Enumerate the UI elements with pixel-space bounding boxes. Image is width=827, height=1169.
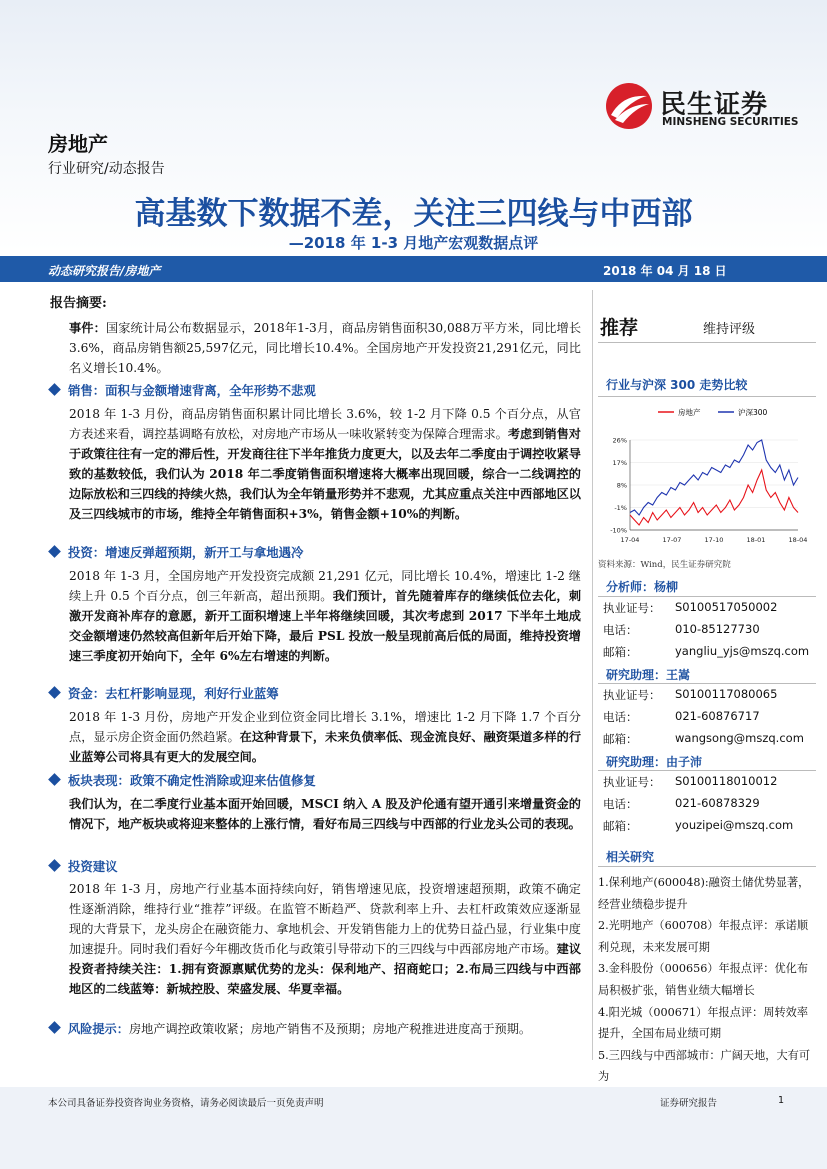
section-sector-body <box>69 794 581 834</box>
diamond-bullet-icon <box>48 859 61 872</box>
rating-status: 维持评级 <box>703 322 756 337</box>
report-date: 2018 年 04 月 18 日 <box>603 264 727 278</box>
page-number: 1 <box>778 1095 785 1106</box>
investment-text: 2018 年 1-3 月，全国房地产开发投资完成额 21,291 亿元，同比增长 10.4%，增速比 1-2 继续上升 0.5 个百分点，创三年新高，超出预期。 <box>69 569 581 603</box>
assistant1-email-label: 邮箱： <box>603 732 638 746</box>
y-tick-label: 8% <box>616 481 627 490</box>
event-text: 国家统计局公布数据显示，2018年1-3月，商品房销售面积30,088万平方米，同比增长3.6%，商品房销售额25,597亿元，同比增长10.4%。全国房地产开发投资21,291亿元，同比名义增长10.4%。 <box>69 321 582 375</box>
assistant2-email-label: 邮箱： <box>603 819 638 833</box>
funds-bold-text: 在这种背景下，未来负债率低、现金流良好、融资渠道多样的行业蓝筹公司将具有更大的发展空间。 <box>69 730 582 764</box>
event-paragraph <box>69 318 581 378</box>
related-item[interactable]: 1.保利地产(600048):融资土储优势显著，经营业绩稳步提升 <box>598 876 810 911</box>
legend-label-hs300: 沪深300 <box>738 408 768 417</box>
diamond-bullet-icon <box>48 773 61 786</box>
related-item[interactable]: 5.三四线与中西部城市：广阔天地，大有可为 <box>598 1048 811 1084</box>
related-item[interactable]: 4.阳光城（000671）年报点评：周转效率提升，全国布局业绩可期 <box>598 1005 809 1041</box>
subtitle: —2018 年 1-3 月地产宏观数据点评 <box>288 234 539 252</box>
footer-disclaimer: 本公司具备证券投资咨询业务资格，请务必阅读最后一页免责声明 <box>48 1098 324 1109</box>
chart-source: 资料来源：Wind，民生证券研究院 <box>598 560 731 570</box>
column-divider <box>592 290 593 1060</box>
y-tick-label: 17% <box>612 459 627 467</box>
x-tick-label: 17-07 <box>662 536 682 544</box>
summary-title: 报告摘要: <box>50 296 107 311</box>
assistant2-cert: S0100118010012 <box>675 774 778 788</box>
funds-text: 2018 年 1-3 月份，房地产开发企业到位资金同比增长 3.1%，增速比 1-2 月下降 1.7 个百分点，显示房企资金面仍然趋紧。 <box>69 710 581 744</box>
section-advice-heading <box>50 857 118 875</box>
assistant1-email[interactable]: wangsong@mszq.com <box>675 731 804 745</box>
related-divider <box>598 866 816 867</box>
logo-circle-icon <box>606 83 652 129</box>
x-tick-label: 18-04 <box>788 536 808 544</box>
series-line-hs300 <box>630 440 798 515</box>
advice-bold-text: 建议投资者持续关注：1.拥有资源禀赋优势的龙头：保利地产、招商蛇口；2.布局三四线与中西部地区的二线蓝筹：新城控股、荣盛发展、华夏幸福。 <box>69 942 582 996</box>
chart-axes <box>610 437 807 545</box>
section-funds-heading <box>50 684 279 702</box>
assistant1-cert-label: 执业证号： <box>603 688 661 702</box>
section-sector-heading <box>50 771 316 789</box>
assistant2-cert-label: 执业证号： <box>603 775 661 789</box>
assistant1-heading: 研究助理：王嵩 <box>606 668 691 682</box>
section-investment-body <box>69 566 581 666</box>
section-sales-title: 销售：面积与金额增速背离，全年形势不悲观 <box>68 383 316 398</box>
chart-heading-divider <box>598 396 816 397</box>
y-tick-label: -10% <box>610 526 627 535</box>
y-tick-label: -1% <box>614 504 627 512</box>
section-funds-body <box>69 707 581 767</box>
assistant1-divider <box>598 683 816 684</box>
diamond-bullet-icon <box>48 545 61 558</box>
assistant2-divider <box>598 770 816 771</box>
analyst-cert-label: 执业证号： <box>603 601 661 615</box>
analyst-email-label: 邮箱： <box>603 645 638 659</box>
diamond-bullet-icon <box>48 1021 61 1034</box>
trend-chart <box>598 398 818 558</box>
sales-bold-text: 考虑到销售对于政策往往有一定的滞后性，开发商往往下半年推货力度更大，以及去年二季度由于调控收紧导致的基数较低，我们认为 2018 年二季度销售面积增速将大概率出现回暖，综合一二线调控的边际放松和三四线的持续火热，我们认为全年销量形势并不悲观，尤其应重点关注中西部地区以及三四线城市的市场，维持全年销售面积+3%，销售金额+10%的判断。 <box>69 427 581 521</box>
risk-paragraph <box>50 1019 581 1039</box>
main-title: 高基数下数据不差，关注三四线与中西部 <box>134 196 693 232</box>
analyst-cert: S0100517050002 <box>675 600 778 614</box>
section-sector-title: 板块表现：政策不确定性消除或迎来估值修复 <box>68 773 316 788</box>
analyst-divider <box>598 596 816 597</box>
chart-series <box>630 440 798 525</box>
analyst-phone: 010-85127730 <box>675 622 760 636</box>
footer-label: 证券研究报告 <box>660 1098 718 1109</box>
chart-heading: 行业与沪深 300 走势比较 <box>606 378 748 392</box>
advice-text: 2018 年 1-3 月，房地产行业基本面持续向好，销售增速见底，投资增速超预期，政策不确定性逐渐消除，维持行业“推荐”评级。在监管不断趋严、贷款利率上升、去杠杆政策效应逐渐显现的大背景下，龙头房企在融资能力、拿地机会、开发销售能力上的优势日益凸显，行业集中度加速提升。同时我们看好今年棚改货币化与政策引导带动下的三四线与中西部房地产市场。 <box>69 882 581 956</box>
related-research-list <box>598 872 818 1088</box>
x-tick-label: 18-01 <box>746 536 766 544</box>
report-type: 行业研究/动态报告 <box>48 161 165 177</box>
risk-text: 房地产调控政策收紧；房地产销售不及预期；房地产税推进进度高于预期。 <box>128 1022 532 1036</box>
analyst-phone-label: 电话： <box>603 623 638 637</box>
recommend-rating: 推荐 <box>600 317 639 339</box>
related-item[interactable]: 2.光明地产（600708）年报点评：承诺顺利兑现，未来发展可期 <box>598 919 809 954</box>
logo-english: MINSHENG SECURITIES <box>662 116 799 128</box>
assistant2-phone: 021-60878329 <box>675 796 760 810</box>
legend-label-realestate: 房地产 <box>678 408 701 417</box>
diamond-bullet-icon <box>48 686 61 699</box>
rating-divider <box>598 342 816 343</box>
report-category: 动态研究报告/房地产 <box>48 264 161 278</box>
section-funds-title: 资金：去杠杆影响显现，利好行业蓝筹 <box>68 686 279 701</box>
section-investment-title: 投资：增速反弹超预期，新开工与拿地遇冷 <box>68 545 304 560</box>
event-label: 事件： <box>69 321 106 335</box>
section-sales-heading <box>50 381 316 399</box>
section-sales-body <box>69 404 581 524</box>
logo-chinese: 民生证券 <box>660 90 769 120</box>
risk-label: 风险提示： <box>68 1022 129 1036</box>
section-investment-heading <box>50 543 303 561</box>
sector-label: 房地产 <box>48 132 108 156</box>
assistant2-phone-label: 电话： <box>603 797 638 811</box>
assistant1-phone-label: 电话： <box>603 710 638 724</box>
related-item[interactable]: 3.金科股份（000656）年报点评：优化布局积极扩张，销售业绩大幅增长 <box>598 962 809 997</box>
x-tick-label: 17-04 <box>620 536 640 544</box>
section-advice-title: 投资建议 <box>68 859 118 874</box>
investment-bold-text: 我们预计，首先随着库存的继续低位去化，刺激开发商补库存的意愿，新开工面积增速上半年将继续回暖，其次考虑到 2017 下半年土地成交金额增速仍然较高但新年后开始下降，最后 PSL 投放一般呈现前高后低的局面，维持投资增速三季度初开始向下，全年 6%左右增速的判断。 <box>69 589 582 663</box>
assistant1-cert: S0100117080065 <box>675 687 778 701</box>
x-tick-label: 17-10 <box>704 536 724 544</box>
assistant2-email[interactable]: youzipei@mszq.com <box>675 818 794 832</box>
chart-legend <box>658 407 768 417</box>
related-heading: 相关研究 <box>606 850 655 864</box>
y-tick-label: 26% <box>612 436 627 445</box>
sales-text: 2018 年 1-3 月份，商品房销售面积累计同比增长 3.6%，较 1-2 月下降 0.5 个百分点，从官方表述来看，调控基调略有放松，对房地产市场从一味收紧转变为保障合理需求。 <box>69 407 581 441</box>
sector-bold-text: 我们认为，在二季度行业基本面开始回暖，MSCI 纳入 A 股及沪伦通有望开通引来增量资金的情况下，地产板块或将迎来整体的上涨行情，看好布局三四线与中西部的行业龙头公司的表现。 <box>69 797 581 831</box>
assistant1-phone: 021-60876717 <box>675 709 760 723</box>
diamond-bullet-icon <box>48 383 61 396</box>
analyst-email[interactable]: yangliu_yjs@mszq.com <box>675 644 810 658</box>
section-advice-body <box>69 879 581 999</box>
analyst-heading: 分析师：杨柳 <box>606 580 679 594</box>
series-line-realestate <box>630 470 798 525</box>
assistant2-heading: 研究助理：由子沛 <box>606 755 703 769</box>
